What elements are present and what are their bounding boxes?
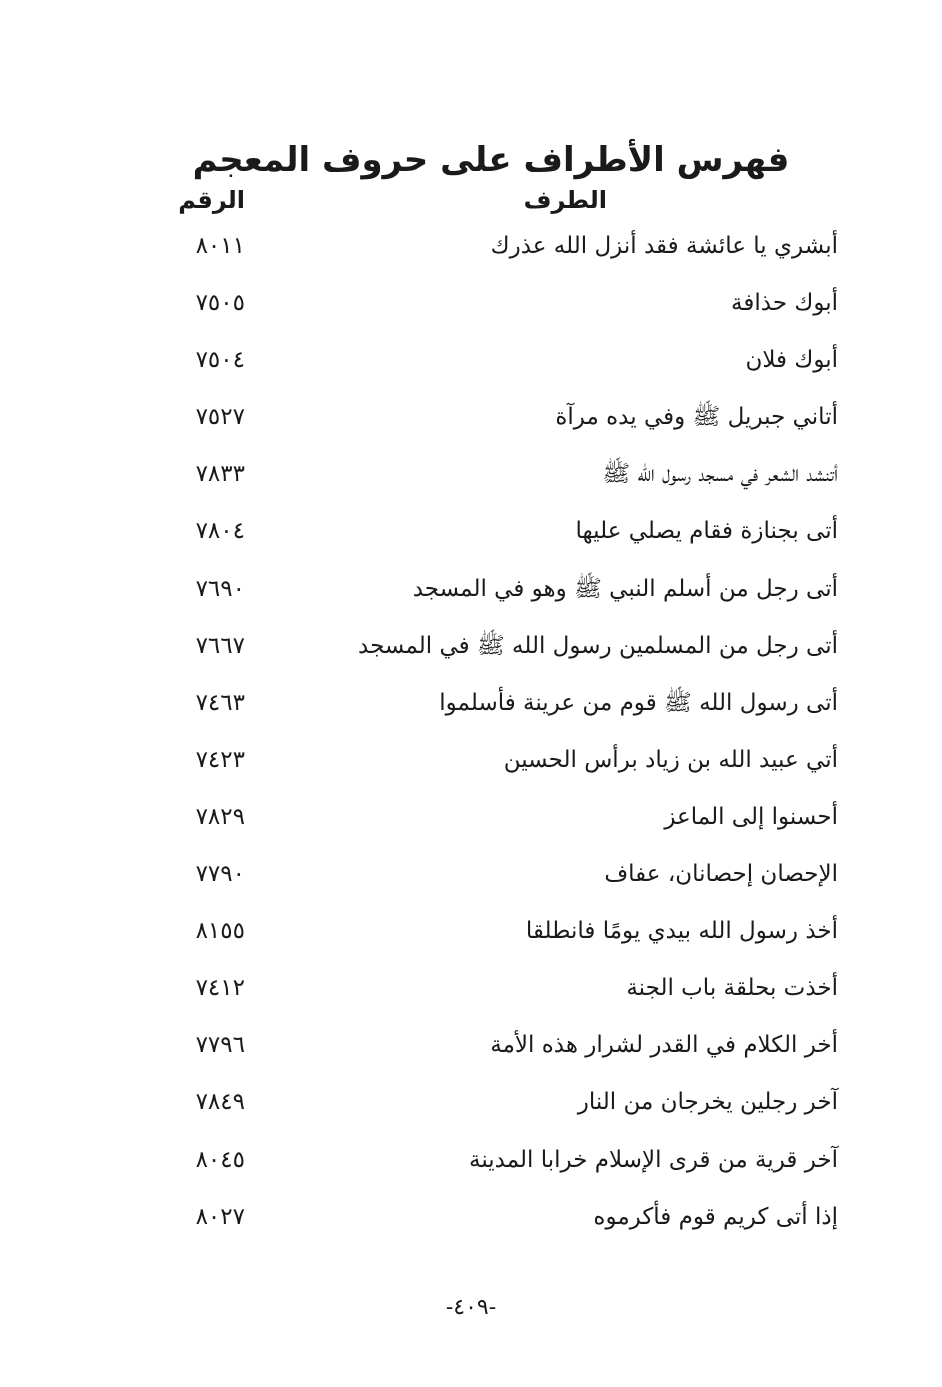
entry-number: ٧٨٣٣ [195, 461, 245, 488]
index-row [0, 389, 942, 446]
entry-text: أخذت بحلقة باب الجنة [626, 975, 838, 1002]
entry-text: أتى رسول الله ﷺ قوم من عرينة فأسلموا [439, 689, 838, 716]
entry-text: الإحصان إحصانان، عفاف [604, 861, 838, 888]
entry-text: أبوك حذافة [731, 290, 838, 317]
entry-number: ٧٧٩٠ [195, 861, 245, 888]
entry-text: أتى رجل من المسلمين رسول الله ﷺ في المسجد [358, 632, 838, 659]
column-header-number: الرقم [178, 186, 245, 214]
entry-number: ٧٦٦٧ [195, 632, 245, 659]
entry-number: ٨٠١١ [195, 233, 245, 259]
index-row [0, 1074, 942, 1131]
index-row [0, 503, 942, 560]
index-row [0, 1189, 942, 1246]
entry-number: ٧٤٢٣ [195, 746, 245, 773]
index-row [0, 732, 942, 789]
entry-number: ٨١٥٥ [195, 918, 245, 945]
entry-text: إذا أتى كريم قوم فأكرموه [593, 1203, 838, 1230]
entry-text: أتي عبيد الله بن زياد برأس الحسين [503, 746, 838, 773]
entry-number: ٧٤١٢ [195, 975, 245, 1002]
entry-number: ٨٠٢٧ [195, 1203, 245, 1230]
entry-text: أتنشد الشعر في مسجد رسول الله ﷺ [602, 461, 838, 488]
index-row [0, 960, 942, 1017]
entry-text: أبوك فلان [745, 347, 838, 374]
entry-number: ٧٥٢٧ [195, 404, 245, 431]
page-number: -٤٠٩- [445, 1295, 497, 1320]
entry-number: ٧٦٩٠ [195, 575, 245, 602]
index-row [0, 275, 942, 332]
entry-text: أتاني جبريل ﷺ وفي يده مرآة [555, 404, 838, 431]
entry-number: ٧٨٤٩ [195, 1089, 245, 1116]
entry-number: ٧٥٠٥ [195, 290, 245, 317]
entry-text: أتى رجل من أسلم النبي ﷺ وهو في المسجد [412, 575, 838, 602]
index-row [0, 618, 942, 675]
index-row [0, 332, 942, 389]
entry-number: ٧٨٢٩ [195, 803, 245, 830]
page-title: فهرس الأطراف على حروف المعجم [192, 139, 790, 180]
entry-text: أحسنوا إلى الماعز [664, 803, 838, 830]
table-header [0, 180, 942, 220]
entry-text: أخر الكلام في القدر لشرار هذه الأمة [490, 1032, 838, 1059]
index-row [0, 446, 942, 503]
index-row [0, 789, 942, 846]
entry-number: ٧٥٠٤ [195, 347, 245, 374]
index-row [0, 1132, 942, 1189]
entry-number: ٧٧٩٦ [195, 1032, 245, 1059]
index-row [0, 903, 942, 960]
entry-text: آخر رجلين يخرجان من النار [577, 1089, 838, 1116]
entry-number: ٨٠٤٥ [195, 1146, 245, 1173]
index-row [0, 218, 942, 275]
entry-text: أخذ رسول الله بيدي يومًا فانطلقا [525, 918, 838, 945]
index-list [0, 218, 942, 1246]
entry-text: آخر قرية من قرى الإسلام خرابا المدينة [469, 1146, 838, 1173]
index-row [0, 675, 942, 732]
index-row [0, 561, 942, 618]
entry-text: أبشري يا عائشة فقد أنزل الله عذرك [490, 233, 838, 259]
index-row [0, 846, 942, 903]
index-row [0, 1017, 942, 1074]
column-header-text: الطرف [523, 186, 607, 214]
entry-text: أتى بجنازة فقام يصلي عليها [575, 518, 838, 545]
entry-number: ٧٤٦٣ [195, 689, 245, 716]
entry-number: ٧٨٠٤ [195, 518, 245, 545]
